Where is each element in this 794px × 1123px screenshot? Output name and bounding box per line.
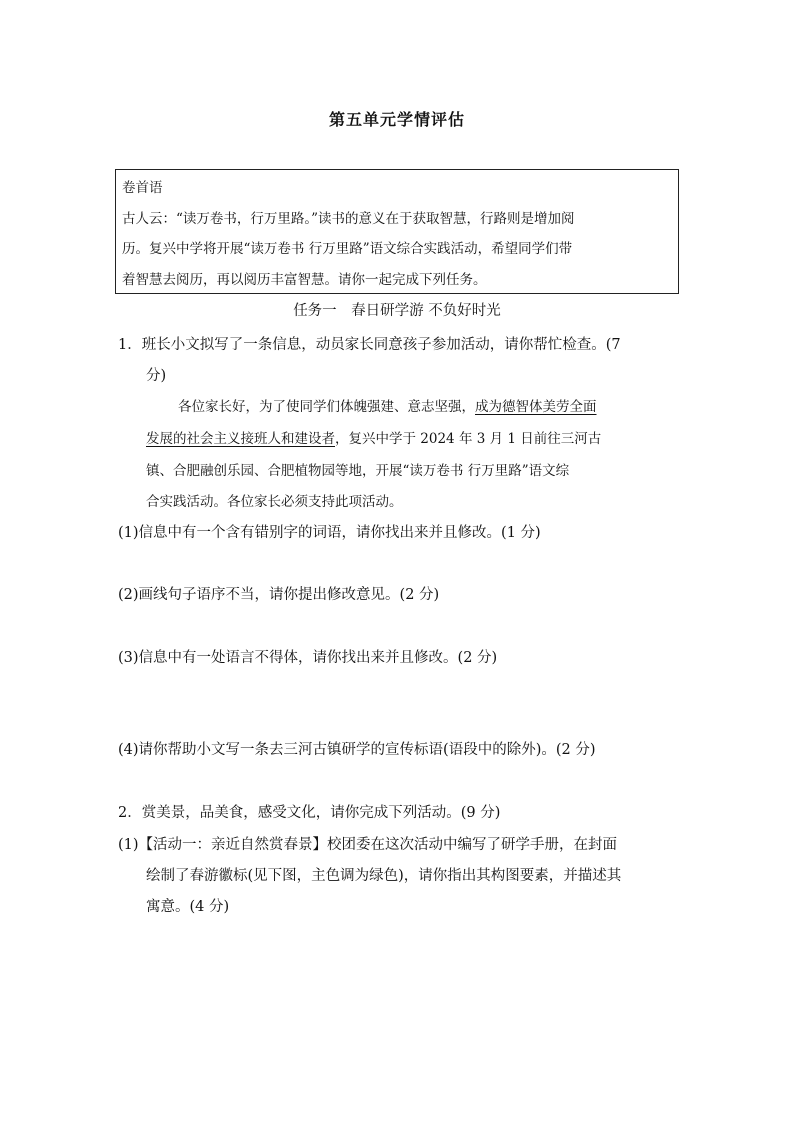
- question-1-stem-cont: 分): [146, 368, 167, 384]
- question-2-stem: 2．赏美景，品美食，感受文化，请你完成下列活动。(9 分): [118, 805, 501, 821]
- message-text: 各位家长好，为了使同学们体魄强建、意志坚强，: [178, 399, 475, 415]
- question-1-sub-2: (2)画线句子语序不当，请你提出修改意见。(2 分): [118, 587, 440, 603]
- preface-label: 卷首语: [122, 180, 163, 196]
- message-text: ，复兴中学于 2024 年 3 月 1 日前往三河古: [335, 431, 602, 447]
- question-1-sub-1: (1)信息中有一个含有错别字的词语，请你找出来并且修改。(1 分): [118, 525, 541, 541]
- preface-line: 古人云：“读万卷书，行万里路。”读书的意义在于获取智慧，行路则是增加阅: [122, 211, 575, 227]
- preface-line: 着智慧去阅历，再以阅历丰富智慧。请你一起完成下列任务。: [122, 272, 487, 288]
- question-2-sub-1-cont: 绘制了春游徽标(见下图，主色调为绿色)，请你指出其构图要素，并描述其: [146, 868, 622, 884]
- message-line-3: 镇、合肥融创乐园、合肥植物园等地，开展“读万卷书 行万里路”语文综: [146, 463, 570, 479]
- message-line-2: [146, 427, 601, 447]
- underlined-sentence: 成为德智体美劳全面: [475, 399, 597, 415]
- question-1-sub-3: (3)信息中有一处语言不得体，请你找出来并且修改。(2 分): [118, 650, 498, 666]
- task-heading: 任务一 春日研学游 不负好时光: [293, 303, 501, 319]
- question-1-sub-4: (4)请你帮助小文写一条去三河古镇研学的宣传标语(语段中的除外)。(2 分): [118, 742, 596, 758]
- question-2-sub-1-cont: 寓意。(4 分): [146, 899, 230, 915]
- preface-line: 历。复兴中学将开展“读万卷书 行万里路”语文综合实践活动，希望同学们带: [122, 241, 573, 257]
- question-2-sub-1: (1)【活动一：亲近自然赏春景】校团委在这次活动中编写了研学手册，在封面: [118, 837, 618, 853]
- message-line-4: 合实践活动。各位家长必须支持此项活动。: [146, 494, 403, 510]
- page-title: 第五单元学情评估: [328, 110, 465, 129]
- underlined-sentence: 发展的社会主义接班人和建设者: [146, 431, 335, 447]
- question-1-stem: 1．班长小文拟写了一条信息，动员家长同意孩子参加活动，请你帮忙检查。(7: [118, 337, 621, 353]
- message-line-1: [178, 395, 597, 415]
